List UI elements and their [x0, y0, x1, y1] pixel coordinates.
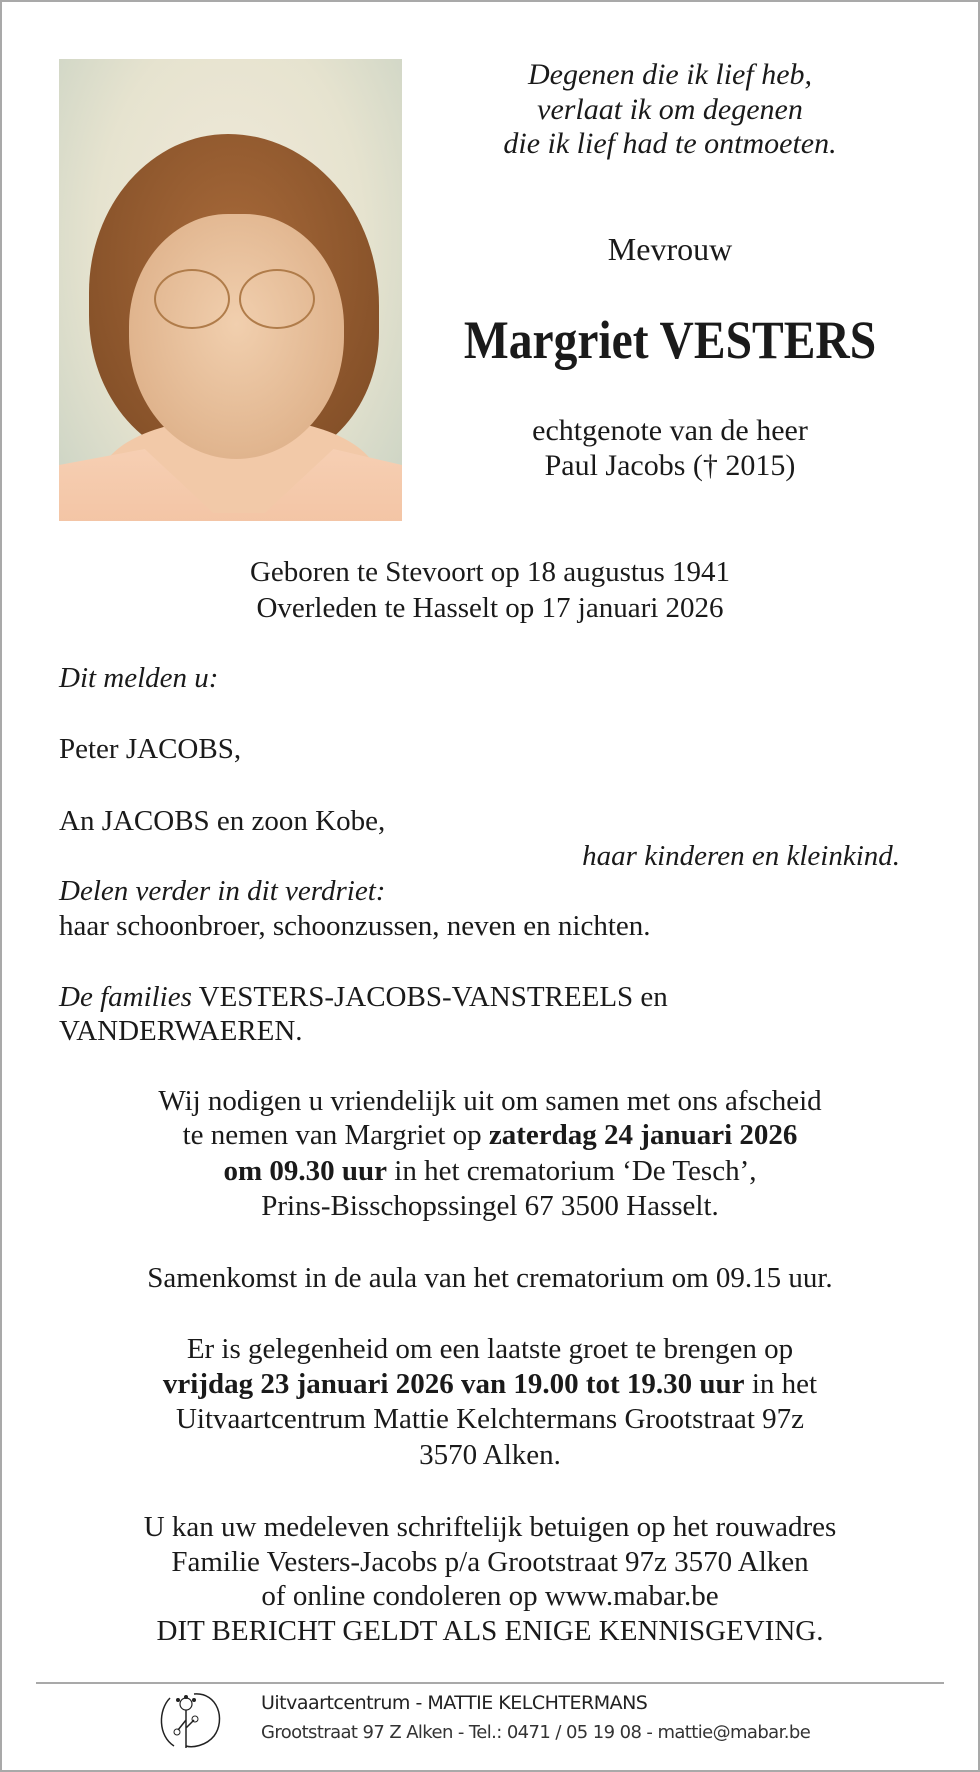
families-line-2: VANDERWAEREN.	[59, 1015, 303, 1047]
announcer: Peter JACOBS,	[59, 733, 242, 765]
portrait-photo	[59, 59, 402, 521]
death-info: Overleden te Hasselt op 17 januari 2026	[256, 592, 724, 624]
farewell-line: Uitvaartcentrum Mattie Kelchtermans Grootstraat 97z	[175, 1403, 805, 1435]
quote-line: Degenen die ik lief heb,	[527, 58, 813, 91]
gathering: Samenkomst in de aula van het crematorium om 09.15 uur.	[147, 1262, 833, 1294]
deceased-name: Margriet VESTERS	[463, 310, 877, 370]
invitation-text: te nemen van Margriet op	[182, 1119, 489, 1151]
families-line	[59, 980, 668, 1015]
condolence-line: U kan uw medeleven schriftelijk betuigen op het rouwadres	[143, 1511, 837, 1543]
condolence-line: Familie Vesters-Jacobs p/a Grootstraat 97z 3570 Alken	[171, 1546, 809, 1578]
farewell-datetime: vrijdag 23 januari 2026 van 19.00 tot 19.30 uur	[162, 1368, 745, 1400]
farewell-text: in het	[744, 1368, 818, 1400]
funeral-home-contact: Grootstraat 97 Z Alken - Tel.: 0471 / 05 19 08 - mattie@mabar.be	[261, 1722, 811, 1743]
ceremony-time: om 09.30 uur	[223, 1155, 388, 1187]
families-names: VESTERS-JACOBS-VANSTREELS en	[198, 981, 668, 1013]
invitation-text: in het crematorium ‘De Tesch’,	[387, 1155, 757, 1187]
announcer: An JACOBS en zoon Kobe,	[59, 805, 386, 837]
funeral-home-name: Uitvaartcentrum - MATTIE KELCHTERMANS	[261, 1692, 648, 1714]
quote-line: die ik lief had te ontmoeten.	[503, 127, 837, 160]
invitation-line	[0, 1118, 980, 1153]
invitation-line	[0, 1154, 980, 1189]
spouse-line: Paul Jacobs († 2015)	[544, 449, 796, 482]
ceremony-date: zaterdag 24 januari 2026	[488, 1119, 798, 1151]
condolence-line: of online condoleren op www.mabar.be	[261, 1580, 719, 1612]
announcers-relation: haar kinderen en kleinkind.	[582, 840, 900, 872]
spouse-line: echtgenote van de heer	[532, 414, 808, 447]
share-list: haar schoonbroer, schoonzussen, neven en nichten.	[59, 910, 651, 942]
farewell-line: Er is gelegenheid om een laatste groet te brengen op	[186, 1333, 794, 1365]
farewell-line: 3570 Alken.	[419, 1439, 561, 1471]
ceremony-address: Prins-Bisschopssingel 67 3500 Hasselt.	[261, 1190, 719, 1222]
footer-divider	[36, 1682, 944, 1684]
flower-logo-icon	[156, 1690, 228, 1752]
condolence-line: DIT BERICHT GELDT ALS ENIGE KENNISGEVING.	[156, 1615, 824, 1647]
salutation: Mevrouw	[607, 231, 733, 267]
farewell-line	[0, 1367, 980, 1402]
birth-info: Geboren te Stevoort op 18 augustus 1941	[249, 556, 731, 588]
announcers-intro: Dit melden u:	[59, 662, 219, 694]
families-label: De families	[59, 981, 192, 1013]
share-intro: Delen verder in dit verdriet:	[59, 875, 386, 907]
invitation-line: Wij nodigen u vriendelijk uit om samen met ons afscheid	[158, 1085, 822, 1117]
quote-line: verlaat ik om degenen	[537, 93, 803, 126]
